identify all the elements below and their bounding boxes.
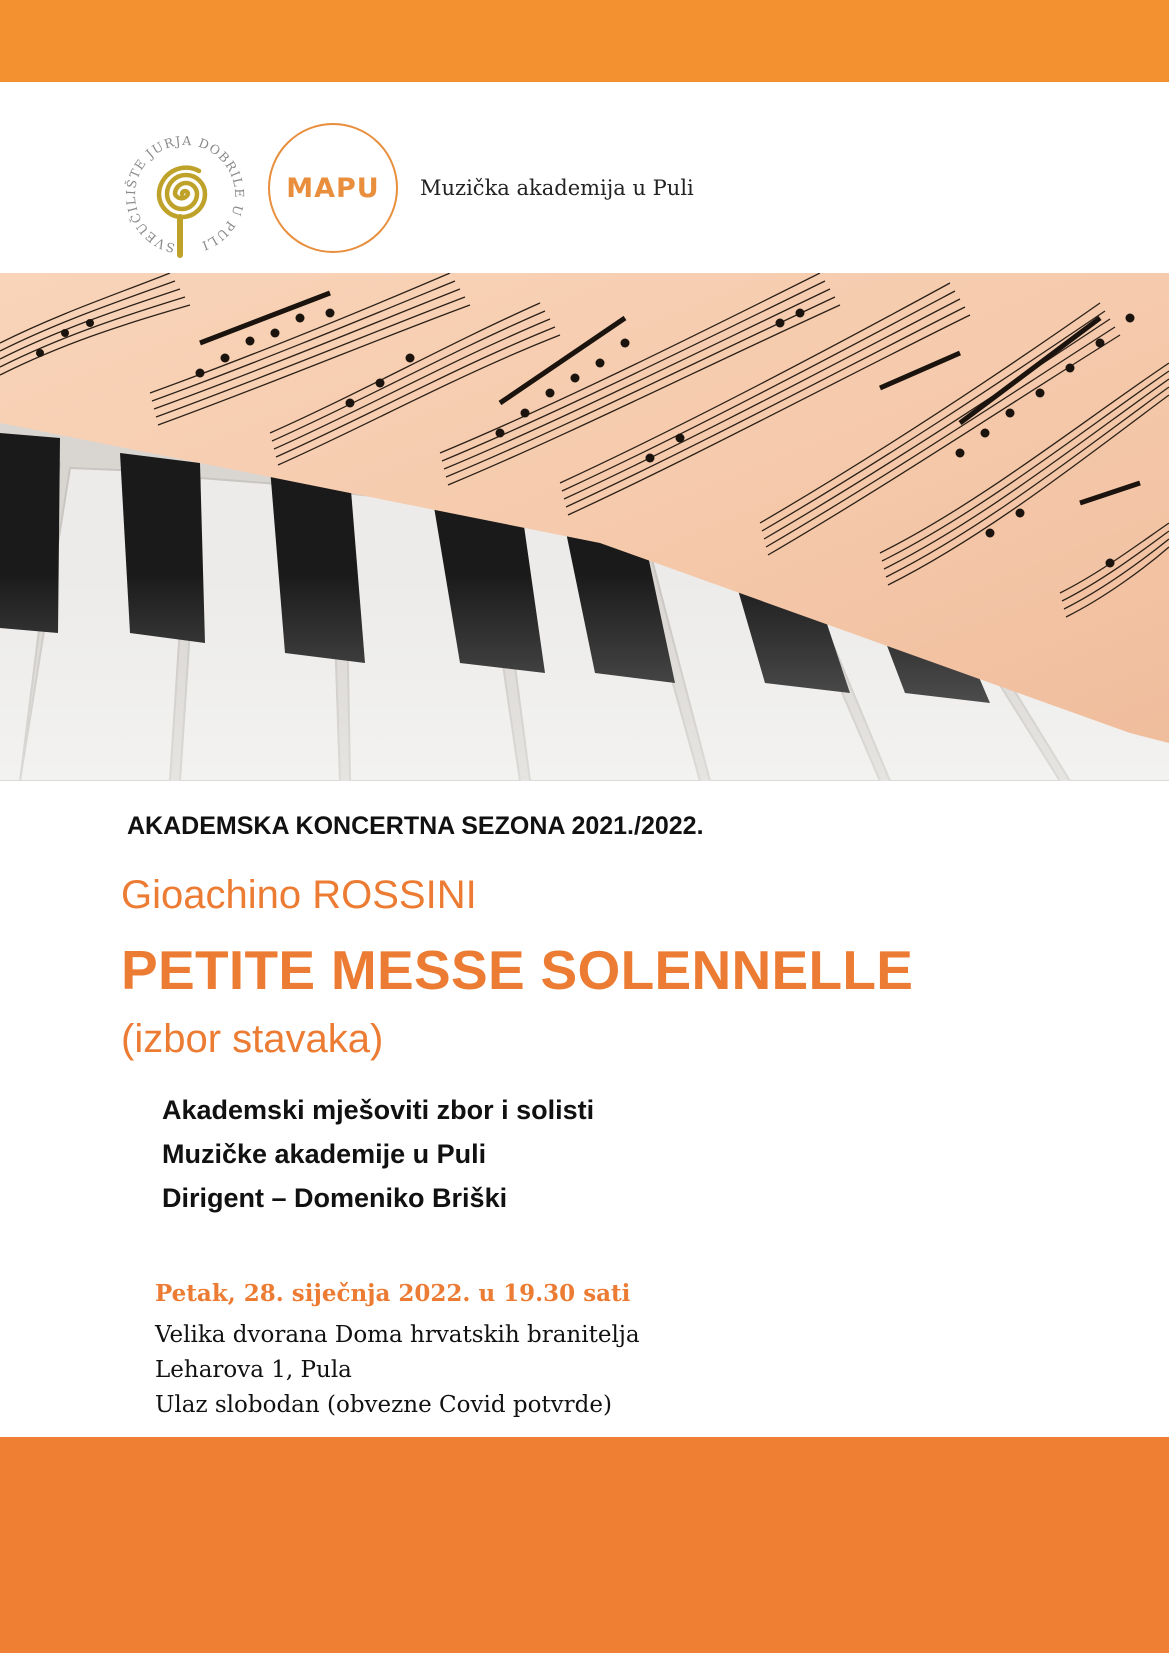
university-logo: [110, 125, 260, 260]
composer-name: Gioachino ROSSINI: [121, 873, 477, 917]
entry-note: Ulaz slobodan (obvezne Covid potvrde): [155, 1392, 612, 1418]
venue-address: Leharova 1, Pula: [155, 1357, 352, 1383]
venue-name: Velika dvorana Doma hrvatskih branitelja: [155, 1322, 640, 1348]
mapu-logo-text: MAPU: [286, 172, 380, 204]
venue-block: [155, 1318, 640, 1423]
svg-text:SVEUČILIŠTE JURJA DOBRILE U PU: SVEUČILIŠTE JURJA DOBRILE U PULI: [122, 132, 248, 256]
performers-line: Akademski mješoviti zbor i solisti: [162, 1095, 595, 1125]
top-orange-band: [0, 0, 1169, 82]
performers-line: Muzičke akademije u Puli: [162, 1139, 487, 1169]
work-subtitle: (izbor stavaka): [121, 1017, 384, 1061]
event-date-time: Petak, 28. siječnja 2022. u 19.30 sati: [155, 1280, 631, 1307]
academy-name: Muzička akademija u Puli: [420, 176, 694, 200]
mapu-logo: [268, 123, 398, 253]
performers-block: [162, 1088, 594, 1220]
conductor-line: Dirigent – Domeniko Briški: [162, 1183, 508, 1213]
work-title: PETITE MESSE SOLENNELLE: [121, 939, 914, 1001]
hero-image-sheet-music-piano: [0, 273, 1169, 781]
bottom-orange-band: [0, 1437, 1169, 1653]
concert-season: AKADEMSKA KONCERTNA SEZONA 2021./2022.: [127, 812, 704, 840]
